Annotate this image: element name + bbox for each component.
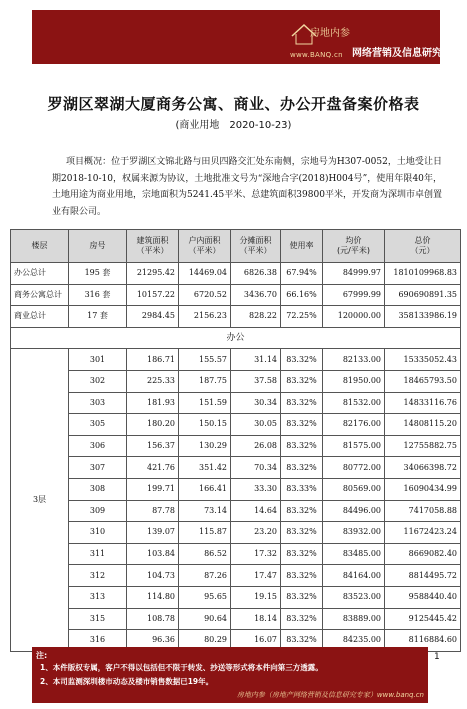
page-number: 1 [434,652,440,662]
header-tagline: 网络营销及信息研究专家 [352,48,462,59]
cell-avg: 80569.00 [323,478,385,500]
logo-text: 房地内参 [310,28,350,39]
summary-shared: 6826.38 [231,263,281,285]
cell-inner: 80.29 [179,630,231,652]
cell-avg: 84496.00 [323,500,385,522]
cell-gfa: 421.76 [127,457,179,479]
cell-rate: 83.32% [281,414,323,436]
cell-inner: 73.14 [179,500,231,522]
cell-rate: 83.32% [281,392,323,414]
cell-total: 12755882.75 [385,435,461,457]
table-row [11,349,461,371]
cell-gfa: 180.20 [127,414,179,436]
col-header-room: 房号 [69,230,127,263]
cell-rate: 83.32% [281,565,323,587]
summary-rate: 67.94% [281,263,323,285]
cell-inner: 95.65 [179,586,231,608]
table-row [11,586,461,608]
cell-room: 311 [69,543,127,565]
note-item: 1、本件版权专属，客户不得以包括但不限于转发、抄送等形式将本件向第三方透露。 [40,663,323,672]
cell-gfa: 104.73 [127,565,179,587]
note-heading: 注: [36,651,48,660]
cell-gfa: 114.80 [127,586,179,608]
table-row [11,414,461,436]
cell-gfa: 156.37 [127,435,179,457]
summary-row [11,306,461,328]
col-header-inner: 户内面积 （平米） [179,230,231,263]
cell-avg: 83932.00 [323,522,385,544]
table-row [11,457,461,479]
table-row [11,392,461,414]
summary-label: 办公总计 [11,263,69,285]
cell-shared: 17.47 [231,565,281,587]
cell-shared: 16.07 [231,630,281,652]
cell-gfa: 181.93 [127,392,179,414]
summary-total: 358133986.19 [385,306,461,328]
cell-inner: 86.52 [179,543,231,565]
summary-label: 商务公寓总计 [11,284,69,306]
cell-inner: 115.87 [179,522,231,544]
summary-inner: 6720.52 [179,284,231,306]
cell-shared: 14.64 [231,500,281,522]
cell-shared: 23.20 [231,522,281,544]
summary-rate: 72.25% [281,306,323,328]
cell-shared: 30.34 [231,392,281,414]
summary-gfa: 10157.22 [127,284,179,306]
summary-inner: 14469.04 [179,263,231,285]
project-overview: 项目概况：位于罗湖区文锦北路与田贝四路交汇处东南侧，宗地号为H307-0052，土地受让日期2018-10-10，权属来源为协议，土地批准文号为“深地合字(2018)H004号”，使用年限40年，土地用途为商业用地，宗地面积为5241.45平米、总建筑面积39800平米，开发商为深圳市卓创置业有限公司。 [52,157,442,217]
summary-total: 690690891.35 [385,284,461,306]
footer-brand: 房地内参（房地产网络营销及信息研究专家）www.banq.cn [236,691,424,699]
cell-room: 303 [69,392,127,414]
cell-shared: 26.08 [231,435,281,457]
summary-rate: 66.16% [281,284,323,306]
cell-room: 302 [69,370,127,392]
table-header-row [11,230,461,263]
cell-avg: 81532.00 [323,392,385,414]
cell-total: 34066398.72 [385,457,461,479]
table-row [11,543,461,565]
cell-inner: 351.42 [179,457,231,479]
cell-room: 306 [69,435,127,457]
cell-gfa: 139.07 [127,522,179,544]
table-row [11,522,461,544]
cell-avg: 84164.00 [323,565,385,587]
summary-row [11,284,461,306]
cell-shared: 33.30 [231,478,281,500]
col-header-total: 总价 （元） [385,230,461,263]
cell-inner: 155.57 [179,349,231,371]
cell-total: 14808115.20 [385,414,461,436]
cell-gfa: 87.78 [127,500,179,522]
cell-avg: 82133.00 [323,349,385,371]
cell-avg: 80772.00 [323,457,385,479]
summary-shared: 3436.70 [231,284,281,306]
cell-total: 9588440.40 [385,586,461,608]
table-row [11,608,461,630]
section-title: 办公 [11,327,461,349]
table-row [11,565,461,587]
summary-count: 17 套 [69,306,127,328]
cell-avg: 82176.00 [323,414,385,436]
note-item: 2、本司监测深圳楼市动态及楼市销售数据已19年。 [40,677,214,686]
cell-inner: 130.29 [179,435,231,457]
cell-avg: 83485.00 [323,543,385,565]
cell-gfa: 108.78 [127,608,179,630]
section-row [11,327,461,349]
col-header-shared: 分摊面积 （平米） [231,230,281,263]
cell-rate: 83.32% [281,543,323,565]
cell-avg: 81575.00 [323,435,385,457]
cell-gfa: 199.71 [127,478,179,500]
cell-total: 7417058.88 [385,500,461,522]
cell-gfa: 103.84 [127,543,179,565]
summary-row [11,263,461,285]
cell-rate: 83.32% [281,630,323,652]
cell-total: 18465793.50 [385,370,461,392]
cell-total: 15335052.43 [385,349,461,371]
cell-avg: 81950.00 [323,370,385,392]
cell-gfa: 186.71 [127,349,179,371]
cell-rate: 83.32% [281,457,323,479]
floor-label: 3层 [11,349,69,651]
cell-shared: 37.58 [231,370,281,392]
table-row [11,370,461,392]
footer-notes [32,647,428,703]
cell-total: 8116884.60 [385,630,461,652]
summary-count: 316 套 [69,284,127,306]
col-header-rate: 使用率 [281,230,323,263]
table-row [11,478,461,500]
cell-total: 9125445.42 [385,608,461,630]
cell-total: 8814495.72 [385,565,461,587]
cell-inner: 150.15 [179,414,231,436]
summary-gfa: 21295.42 [127,263,179,285]
cell-total: 11672423.24 [385,522,461,544]
logo-url: www.BANQ.cn [290,51,343,59]
cell-rate: 83.32% [281,370,323,392]
cell-room: 312 [69,565,127,587]
cell-avg: 83523.00 [323,586,385,608]
summary-gfa: 2984.45 [127,306,179,328]
col-header-gfa: 建筑面积 （平米） [127,230,179,263]
cell-rate: 83.32% [281,435,323,457]
cell-rate: 83.32% [281,522,323,544]
header-banner [32,10,462,64]
summary-shared: 828.22 [231,306,281,328]
summary-count: 195 套 [69,263,127,285]
summary-total: 1810109968.83 [385,263,461,285]
cell-rate: 83.32% [281,608,323,630]
cell-inner: 151.59 [179,392,231,414]
cell-inner: 90.64 [179,608,231,630]
page-title: 罗湖区翠湖大厦商务公寓、商业、办公开盘备案价格表 [47,95,420,113]
cell-rate: 83.33% [281,478,323,500]
cell-total: 14833116.76 [385,392,461,414]
cell-room: 308 [69,478,127,500]
col-header-avg: 均价 (元/平米) [323,230,385,263]
cell-shared: 31.14 [231,349,281,371]
cell-total: 16090434.99 [385,478,461,500]
cell-room: 309 [69,500,127,522]
cell-shared: 70.34 [231,457,281,479]
summary-inner: 2156.23 [179,306,231,328]
cell-room: 301 [69,349,127,371]
cell-inner: 166.41 [179,478,231,500]
cell-rate: 83.32% [281,349,323,371]
summary-avg: 67999.99 [323,284,385,306]
cell-rate: 83.32% [281,500,323,522]
col-header-floor: 楼层 [11,230,69,263]
cell-shared: 18.14 [231,608,281,630]
price-table [10,229,461,652]
table-row [11,500,461,522]
cell-shared: 30.05 [231,414,281,436]
cell-inner: 187.75 [179,370,231,392]
cell-room: 307 [69,457,127,479]
cell-rate: 83.32% [281,586,323,608]
cell-room: 313 [69,586,127,608]
table-row [11,435,461,457]
cell-shared: 19.15 [231,586,281,608]
cell-room: 316 [69,630,127,652]
cell-room: 305 [69,414,127,436]
summary-avg: 84999.97 [323,263,385,285]
cell-avg: 84235.00 [323,630,385,652]
cell-gfa: 225.33 [127,370,179,392]
cell-room: 310 [69,522,127,544]
page-subtitle: (商业用地 2020-10-23) [175,120,292,131]
cell-inner: 87.26 [179,565,231,587]
cell-avg: 83889.00 [323,608,385,630]
summary-avg: 120000.00 [323,306,385,328]
cell-shared: 17.32 [231,543,281,565]
cell-room: 315 [69,608,127,630]
cell-gfa: 96.36 [127,630,179,652]
summary-label: 商业总计 [11,306,69,328]
cell-total: 8669082.40 [385,543,461,565]
